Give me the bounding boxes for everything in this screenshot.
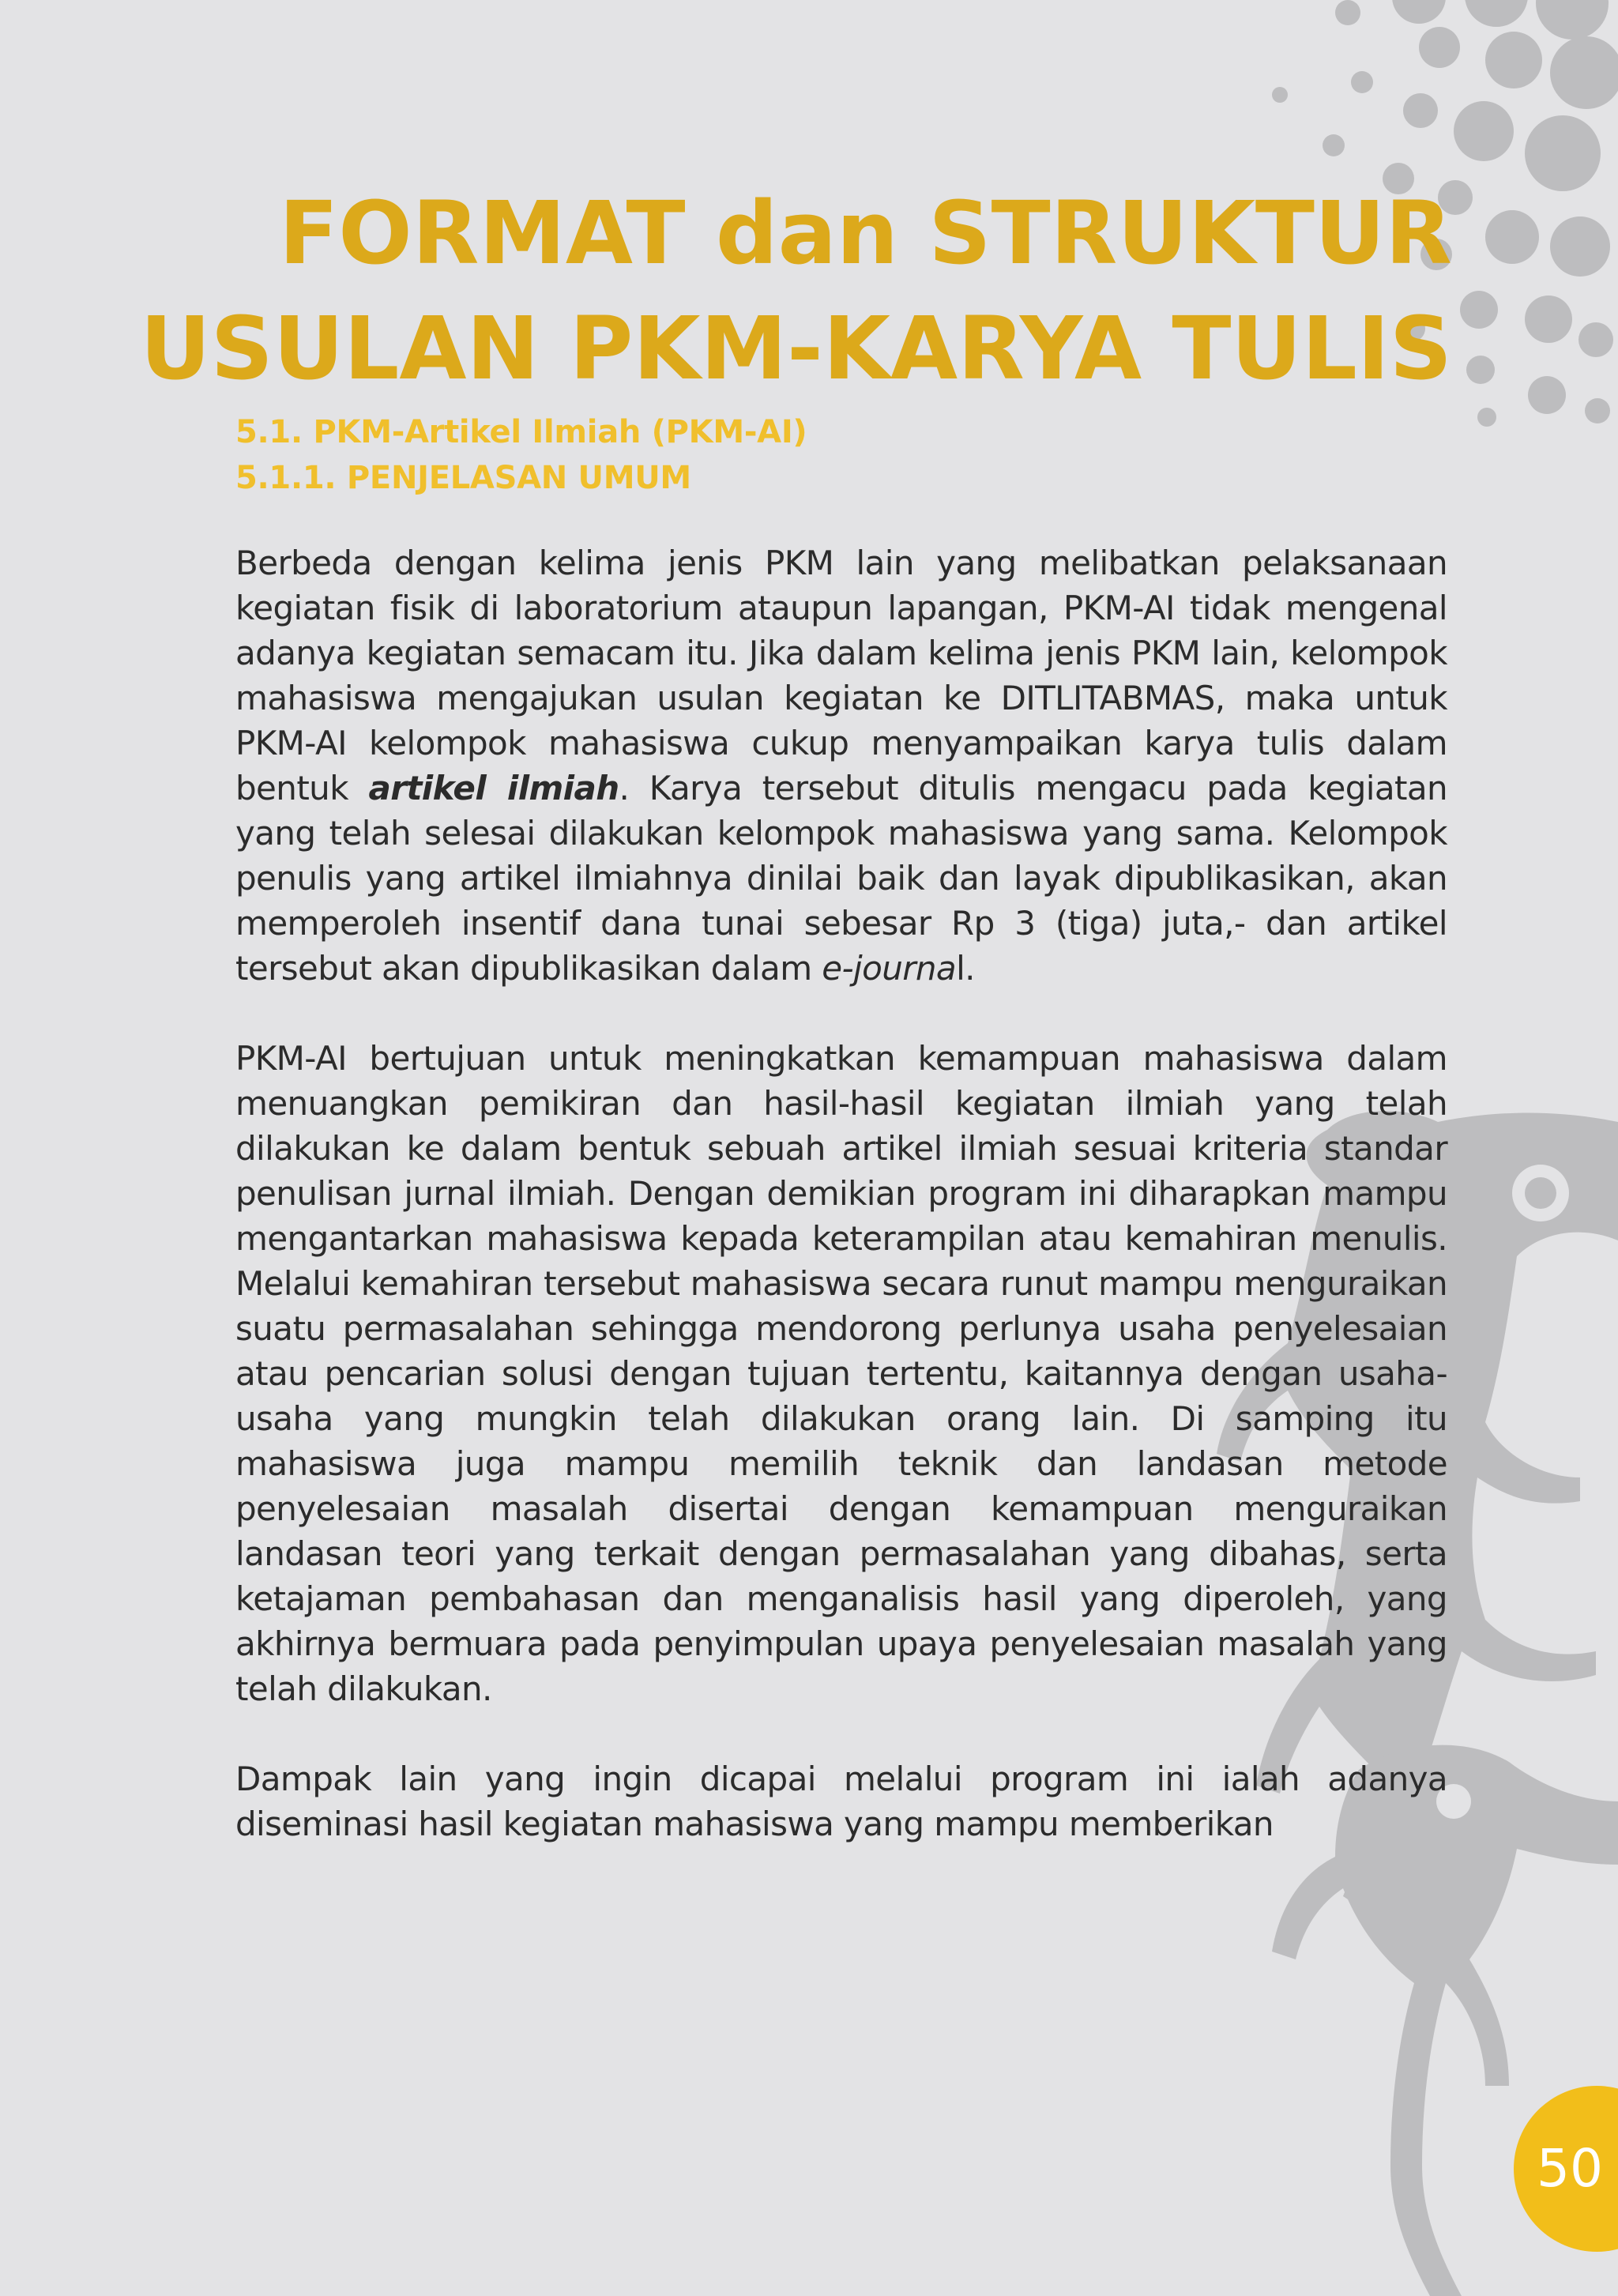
page-title-line-2: USULAN PKM-KARYA TULIS — [140, 298, 1452, 399]
paragraph-1-text-c: l. — [956, 949, 975, 988]
paragraph-2: PKM-AI bertujuan untuk meningkatkan kemampuan mahasiswa dalam menuangkan pemikiran dan hasil-hasil kegiatan ilmiah yang telah dilakukan ke dalam bentuk sebuah artikel ilmiah sesuai kriteria standar penulisan jurnal ilmiah. Dengan demikian program ini diharapkan mampu mengantarkan mahasiswa kepada keterampilan atau kemahiran menulis. Melalui kemahiran tersebut mahasiswa secara runut mampu menguraikan suatu permasalahan sehingga mendorong perlunya usaha penyelesaian atau pencarian solusi dengan tujuan tertentu, kaitannya dengan usaha-usaha yang mungkin telah dilakukan orang lain. Di samping itu mahasiswa juga mampu memilih teknik dan landasan metode penyelesaian masalah disertai dengan kemampuan menguraikan landasan teori yang terkait dengan permasalahan yang dibahas, serta ketajaman pembahasan dan menganalisis hasil yang diperoleh, yang akhirnya bermuara pada penyimpulan upaya penyelesaian masalah yang telah dilakukan. — [235, 1039, 1447, 1708]
section-heading: 5.1. PKM-Artikel Ilmiah (PKM-AI) — [235, 414, 807, 450]
paragraph-1-text-b: . Karya tersebut ditulis mengacu pada kegiatan yang telah selesai dilakukan kelompok mahasiswa yang sama. Kelompok penulis yang artikel ilmiahnya dinilai baik dan layak dipublikasikan, akan memperoleh insentif dana tunai sebesar Rp 3 (tiga) juta,- dan artikel tersebut akan dipublikasikan dalam — [235, 769, 1447, 988]
body-text — [235, 540, 1447, 1846]
section-headings — [235, 409, 807, 501]
page-number: 50 — [1537, 2138, 1603, 2199]
paragraph-3: Dampak lain yang ingin dicapai melalui program ini ialah adanya diseminasi hasil kegiatan mahasiswa yang mampu memberikan — [235, 1760, 1447, 1843]
paragraph-1-italic: e-journa — [822, 949, 957, 988]
page-title — [140, 175, 1452, 406]
paragraph-1-text-a: Berbeda dengan kelima jenis PKM lain yang melibatkan pelaksanaan kegiatan fisik di laboratorium ataupun lapangan, PKM-AI tidak mengenal adanya kegiatan semacam itu. Jika dalam kelima jenis PKM lain, kelompok mahasiswa mengajukan usulan kegiatan ke DITLITABMAS, maka untuk PKM-AI kelompok mahasiswa cukup menyampaikan karya tulis dalam bentuk — [235, 544, 1447, 807]
page-title-line-1: FORMAT dan STRUKTUR — [279, 183, 1452, 284]
paragraph-1 — [235, 540, 1447, 991]
section-subheading: 5.1.1. PENJELASAN UMUM — [235, 460, 691, 496]
paragraph-1-emphasis: artikel ilmiah — [368, 769, 619, 807]
